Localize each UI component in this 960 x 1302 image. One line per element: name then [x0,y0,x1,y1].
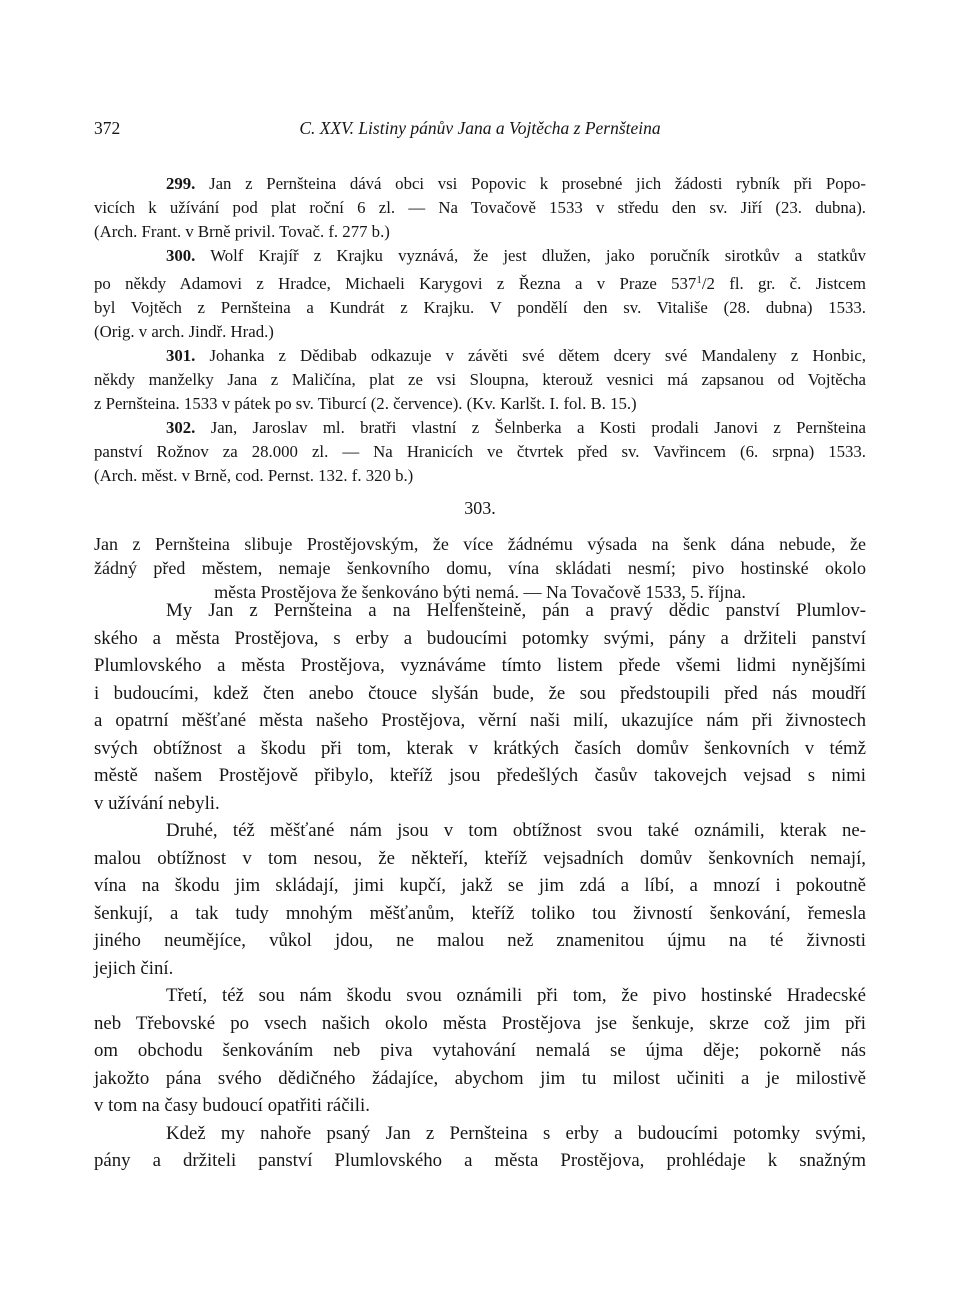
body-line: Kdež my nahoře psaný Jan z Pernšteina s erby a budoucími potomky svými, [166,1122,866,1144]
summary-line: Jan z Pernšteina slibuje Prostějovským, že více žádnému výsada na šenk dána nebude, že [94,534,866,554]
regest-299-line: vicích k užívání pod plat roční 6 zl. — Na Tovačově 1533 v středu den sv. Jiří (23. dubna). [94,198,866,217]
body-line: jiného neumějíce, vůkol jdou, ne malou než znamenitou újmu na té živnosti [94,930,866,951]
document-summary [94,532,866,604]
body-line: jejich činí. [94,957,174,979]
body-line: pány a držiteli panství Plumlovského a města Prostějova, prohlédaje k snažným [94,1150,866,1171]
regest-number: 301. [166,346,196,365]
regest-301-line: 301. Johanka z Dědibab odkazuje v závěti své dětem dcery své Mandaleny z Honbic, [166,346,866,365]
fraction-denominator: /2 [701,274,715,293]
body-line: My Jan z Pernšteina a na Helfenšteině, pán a pravý dědic panství Plumlov- [166,600,866,621]
running-head-title: C. XXV. Listiny pánův Jana a Vojtěcha z Pernšteina [299,118,661,138]
regest-number: 300. [166,246,196,265]
regest-299-line: (Arch. Frant. v Brně privil. Tovač. f. 277 b.) [94,222,390,241]
regest-302-line: panství Rožnov za 28.000 zl. — Na Hranicích ve čtvrtek před sv. Vavřincem (6. srpna) 1533. [94,442,866,461]
regest-300-line: 300. Wolf Krajíř z Krajku vyznává, že jest dlužen, jako poručník sirotkův a statkův [166,246,866,265]
regest-302-line: 302. Jan, Jaroslav ml. bratři vlastní z Šelnberka a Kosti prodali Janovi z Pernšteina [166,418,866,437]
regest-302-line: (Arch. měst. v Brně, cod. Pernst. 132. f. 320 b.) [94,466,414,485]
regest-300-line: po někdy Adamovi z Hradce, Michaeli Karygovi z Řezna a v Praze $537^1/2$ fl. gr. č. Jistcem [94,274,866,293]
body-line: malou obtížnost v tom nesou, že někteří, kteříž vejsadních domův šenkovních nemají, [94,847,866,869]
running-head [94,118,866,144]
body-line: neb Třebovské po vsech našich okolo města Prostějova jse šenkuje, skrze což jim při [94,1012,866,1034]
regest-300-line: (Orig. v arch. Jindř. Hrad.) [94,322,274,341]
body-line: i budoucími, kdež čten anebo čtouce slyšán bude, že sou předstoupili před nás moudří [94,682,866,704]
regest-list [94,172,866,488]
regest-301-line: z Pernšteina. 1533 v pátek po sv. Tiburcí (2. července). (Kv. Karlšt. I. fol. B. 15.) [94,394,637,413]
regest-300-line: byl Vojtěch z Pernšteina a Kundrát z Krajku. V pondělí den sv. Vitališe (28. dubna) 1533. [94,298,866,317]
body-line: vína na škodu jim skládají, jimi kupčí, jakž se jim zdá a líbí, a mnozí i pokoutně [94,875,866,896]
body-line: šenkují, a tak tudy mnohým měšťanům, kteříž toliko tou živností šenkování, řemesla [94,902,866,924]
regest-number: 302. [166,418,196,437]
body-line: v užívání nebyli. [94,792,220,814]
body-line: městě našem Prostějově přibylo, kteříž jsou předešlých časův takovejch vejsad s nimi [94,765,866,786]
body-line: Druhé, též měšťané nám jsou v tom obtížnost svou také oznámili, kterak ne- [166,820,866,841]
document-body [94,597,866,1175]
body-line: jakožto pána svého dědičného žádajíce, abychom jim tu milost učiniti a je milostivě [94,1067,866,1089]
page-number: 372 [94,118,121,138]
body-line: v tom na časy budoucí opatřiti ráčili. [94,1095,370,1116]
summary-line: města Prostějova že šenkováno býti nemá. — Na Tovačově 1533, 5. října. [214,582,746,602]
body-line: om obchodu šenkováním neb piva vytahování nemalá se újma děje; pokorně nás [94,1040,866,1061]
summary-line: žádný před městem, nemaje šenkovního domu, vína skládati nesmí; pivo hostinské okolo [94,558,866,578]
body-line: a opatrní měšťané města našeho Prostějova, věrní naši milí, ukazujíce nám při živnostech [94,710,866,731]
fraction-numerator: 1 [696,274,702,286]
regest-299-line: 299. Jan z Pernšteina dává obci vsi Popovic k prosebné jich žádosti rybník při Popo- [166,174,866,193]
body-line: Třetí, též sou nám škodu svou oznámili při tom, že pivo hostinské Hradecské [166,985,866,1006]
document-number: 303. [464,498,496,518]
regest-number: 299. [166,174,196,193]
body-line: Plumlovského a města Prostějova, vyznáváme tímto listem přede všemi lidmi nynějšími [94,655,866,676]
regest-301-line: někdy manželky Jana z Maličína, plat ze vsi Sloupna, kterouž vesnici má zapsanou od Vojtěcha [94,370,866,389]
body-line: svých obtížnost a škodu při tom, kterak v krátkých časích domův šenkovních v témž [94,737,866,759]
body-line: ského a města Prostějova, s erby a budoucími potomky svými, pány a držiteli panství [94,627,866,649]
